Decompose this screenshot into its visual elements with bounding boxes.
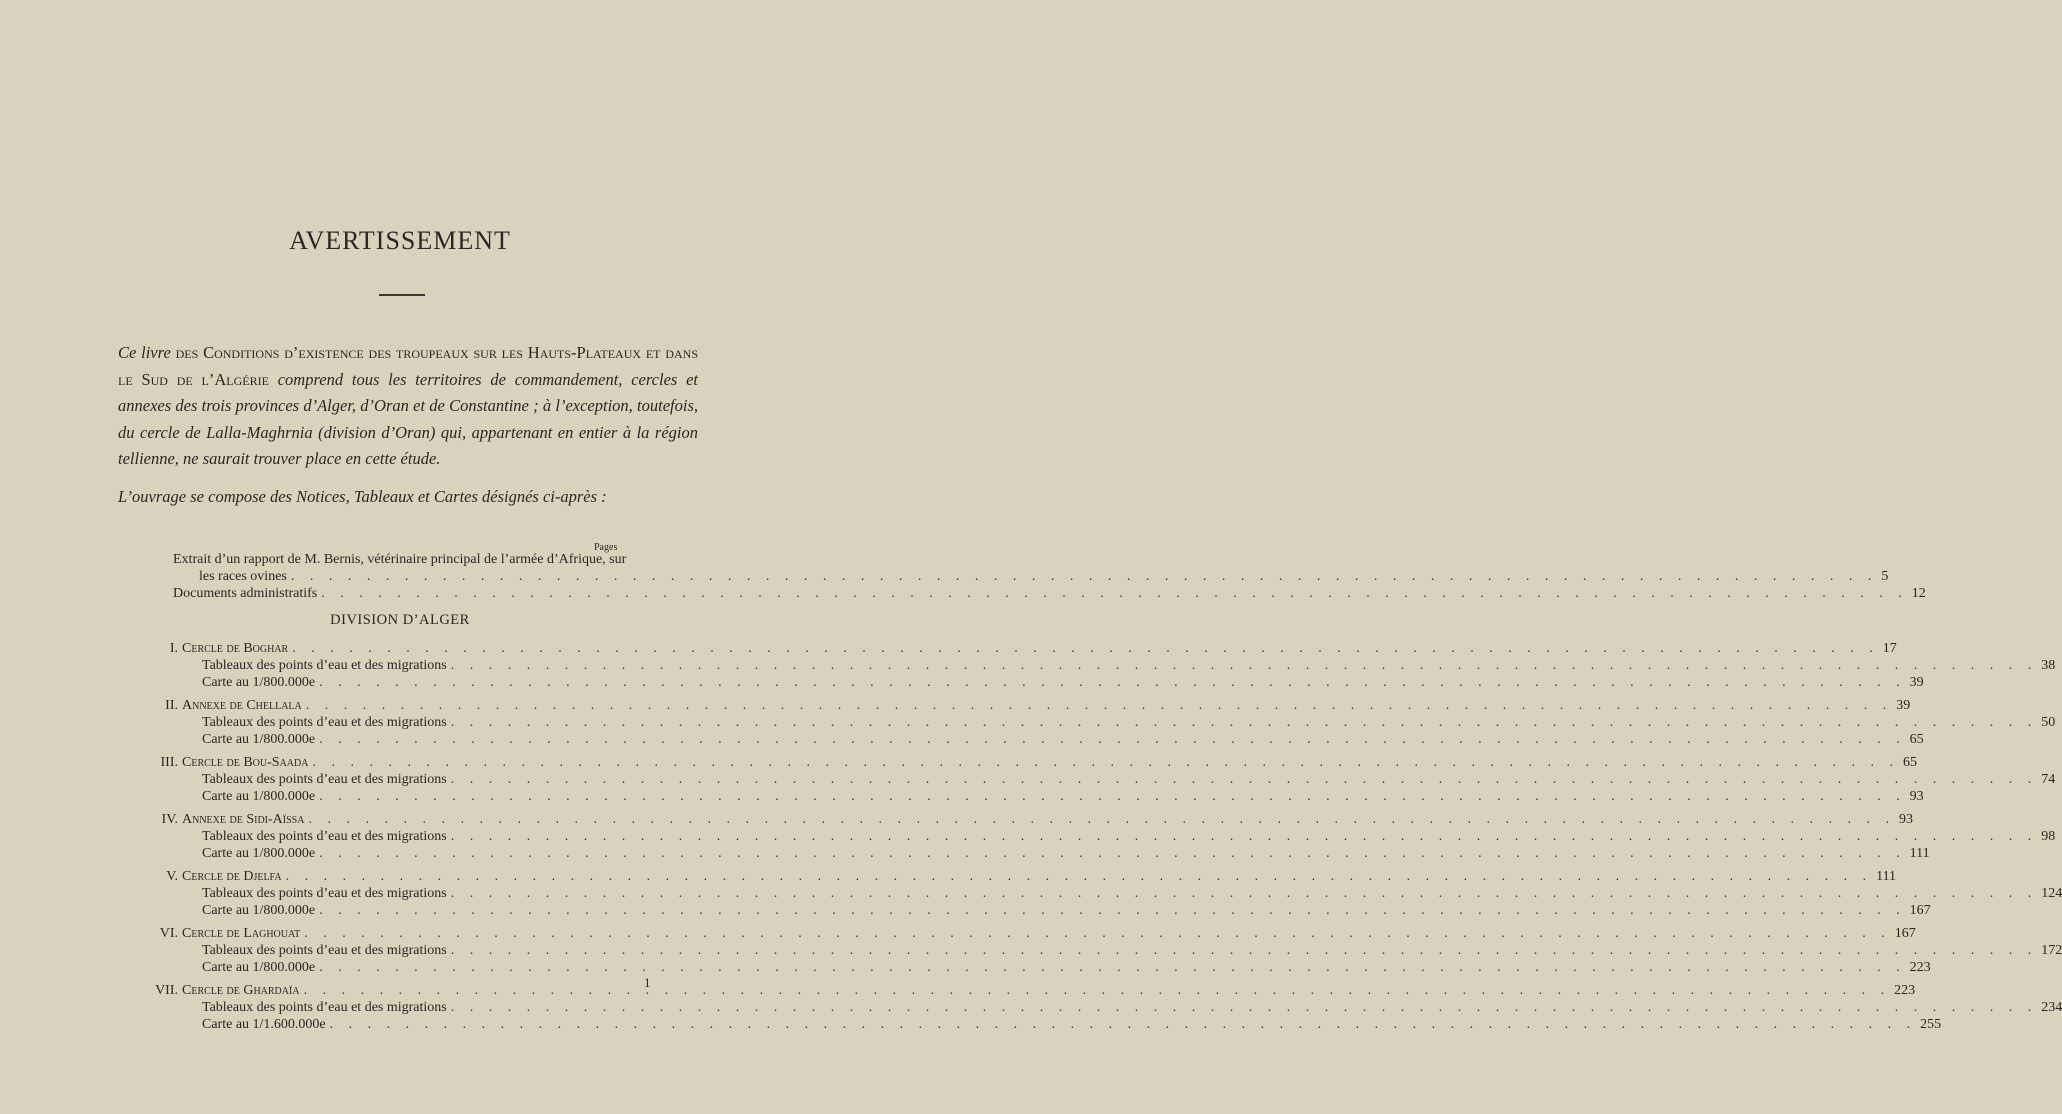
toc-page-number: 74: [2041, 772, 2056, 787]
toc-sub-entry: [182, 658, 2056, 675]
toc-entry-text: Carte au 1/800.000e: [202, 903, 316, 918]
leader-dots: [451, 829, 2038, 845]
toc-group: [155, 983, 2062, 1034]
toc-sub-entry: [182, 886, 2062, 903]
leader-dots: [319, 903, 1906, 919]
toc-sub-entry: [182, 943, 2062, 960]
toc-entry-text: Carte au 1/800.000e: [202, 732, 316, 747]
leader-dots: [451, 886, 2038, 902]
toc-group-heading: [155, 983, 1916, 1000]
toc-page-number: 111: [1909, 846, 1930, 861]
toc-page-number: 5: [1881, 569, 1889, 584]
leader-dots: [304, 983, 1891, 999]
toc-group-heading: [166, 869, 1897, 886]
toc-entry-text: Carte au 1/800.000e: [202, 789, 316, 804]
pages-column-label: Pages: [594, 542, 618, 553]
toc-entry-text: Tableaux des points d’eau et des migrations: [202, 1000, 447, 1015]
toc-entry-text: Tableaux des points d’eau et des migrations: [202, 943, 447, 958]
leader-dots: [451, 1000, 2038, 1016]
roman-numeral: V.: [166, 869, 178, 884]
toc-entry-text: Extrait d’un rapport de M. Bernis, vétérinaire principal de l’armée d’Afrique, sur: [173, 552, 627, 567]
toc-sub-entry: [182, 960, 1931, 977]
roman-numeral: III.: [160, 755, 178, 770]
toc-page-number: 223: [1894, 983, 1916, 998]
toc-group: [160, 755, 2056, 806]
toc-group-name: Cercle de Ghardaïa: [182, 983, 300, 998]
leader-dots: [312, 755, 1899, 771]
toc-entry-text: Documents administratifs: [173, 586, 318, 601]
toc-entry-rapport-line1: [173, 552, 627, 569]
toc-group-name: Annexe de Chellala: [182, 698, 302, 713]
toc-page-number: 17: [1882, 641, 1897, 656]
toc-sub-entry: [182, 829, 2056, 846]
toc-entry-documents: [173, 586, 1926, 603]
title-rule: [379, 294, 425, 296]
toc-page-number: 223: [1909, 960, 1931, 975]
intro-text-a: Ce livre: [118, 343, 176, 362]
roman-numeral: I.: [169, 641, 178, 656]
toc-sub-entry: [182, 732, 1924, 749]
toc-page-number: 39: [1896, 698, 1911, 713]
toc-top-entries: [173, 552, 1926, 603]
toc-sub-entry: [182, 772, 2056, 789]
roman-numeral: VI.: [159, 926, 178, 941]
roman-numeral: IV.: [161, 812, 178, 827]
roman-numeral: II.: [165, 698, 178, 713]
toc-sub-entry: [182, 1017, 1942, 1034]
leader-dots: [286, 869, 1873, 885]
toc-page-number: 93: [1909, 789, 1924, 804]
toc-sub-entry: [182, 675, 1924, 692]
intro-book-title: des Conditions d’existence des troupeaux sur les Hauts-Plateaux et dans le Sud de l’Algérie: [118, 343, 699, 389]
toc-entry-text: Tableaux des points d’eau et des migrations: [202, 829, 447, 844]
toc-page-number: 93: [1898, 812, 1913, 827]
toc-group: [166, 869, 2062, 920]
toc-sub-entry: [182, 1000, 2062, 1017]
toc-page-number: 124: [2041, 886, 2062, 901]
leader-dots: [308, 812, 1895, 828]
toc-sub-entry: [182, 846, 1930, 863]
page-number: 1: [644, 975, 651, 990]
leader-dots: [451, 772, 2038, 788]
toc-sub-entry: [182, 903, 1931, 920]
toc-sub-entry: [182, 715, 2056, 732]
toc-group-heading: [160, 755, 1917, 772]
leader-dots: [304, 926, 1891, 942]
toc-group: [161, 812, 2056, 863]
leader-dots: [330, 1017, 1917, 1033]
intro-paragraph: [118, 340, 698, 473]
toc-page-number: 234: [2041, 1000, 2062, 1015]
toc-group-name: Annexe de Sidi-Aïssa: [182, 812, 305, 827]
toc-page-number: 50: [2041, 715, 2056, 730]
toc-group: [165, 698, 2056, 749]
toc-entry-text: les races ovines: [199, 569, 287, 584]
toc-group-name: Cercle de Djelfa: [182, 869, 282, 884]
toc-group-heading: [159, 926, 1916, 943]
toc-entry-text: Carte au 1/1.600.000e: [202, 1017, 326, 1032]
toc-group-heading: [165, 698, 1911, 715]
toc-page-number: 98: [2041, 829, 2056, 844]
leader-dots: [306, 698, 1893, 714]
toc-division-list: [155, 641, 2062, 1040]
leader-dots: [319, 732, 1906, 748]
toc-group-name: Cercle de Boghar: [182, 641, 289, 656]
leader-dots: [451, 715, 2038, 731]
leader-dots: [319, 789, 1906, 805]
leader-dots: [451, 658, 2038, 674]
toc-entry-text: Tableaux des points d’eau et des migrations: [202, 658, 447, 673]
toc-group: [169, 641, 2056, 692]
leader-dots: [292, 641, 1879, 657]
toc-group-name: Cercle de Laghouat: [182, 926, 301, 941]
roman-numeral: VII.: [155, 983, 178, 998]
toc-sub-entry: [182, 789, 1924, 806]
division-heading: DIVISION D’ALGER: [330, 612, 470, 628]
page-title: AVERTISSEMENT: [289, 226, 511, 255]
leader-dots: [451, 943, 2038, 959]
toc-page-number: 39: [1909, 675, 1924, 690]
toc-page-number: 38: [2041, 658, 2056, 673]
toc-page-number: 167: [1909, 903, 1931, 918]
toc-page-number: 255: [1920, 1017, 1942, 1032]
toc-group-heading: [169, 641, 1897, 658]
toc-page-number: 111: [1876, 869, 1897, 884]
leader-dots: [291, 569, 1878, 585]
toc-entry-text: Tableaux des points d’eau et des migrations: [202, 772, 447, 787]
toc-entry-text: Carte au 1/800.000e: [202, 960, 316, 975]
toc-entry-text: Tableaux des points d’eau et des migrations: [202, 886, 447, 901]
leader-dots: [319, 675, 1906, 691]
toc-entry-text: Tableaux des points d’eau et des migrations: [202, 715, 447, 730]
toc-page-number: 167: [1894, 926, 1916, 941]
toc-page-number: 172: [2041, 943, 2062, 958]
toc-group-name: Cercle de Bou-Saada: [182, 755, 309, 770]
intro-paragraph-2: L’ouvrage se compose des Notices, Tableaux et Cartes désignés ci-après :: [118, 487, 607, 506]
intro-text-c: comprend tous les territoires de commandement, cercles et annexes des trois provinces d’Alger, d’Oran et de Constantine ; à l’exception, toutefois, du cercle de Lalla-Maghrnia (division d’Oran) qui, appartenant en entier à la région tellienne, ne saurait trouver place en cette étude.: [118, 369, 699, 468]
toc-group-heading: [161, 812, 1913, 829]
toc-entry-text: Carte au 1/800.000e: [202, 675, 316, 690]
toc-page-number: 65: [1902, 755, 1917, 770]
toc-entry-rapport-line2: [173, 569, 1889, 586]
leader-dots: [321, 586, 1908, 602]
toc-entry-text: Carte au 1/800.000e: [202, 846, 316, 861]
toc-group: [159, 926, 2062, 977]
toc-page-number: 12: [1911, 586, 1926, 601]
leader-dots: [319, 846, 1906, 862]
toc-page-number: 65: [1909, 732, 1924, 747]
leader-dots: [319, 960, 1906, 976]
